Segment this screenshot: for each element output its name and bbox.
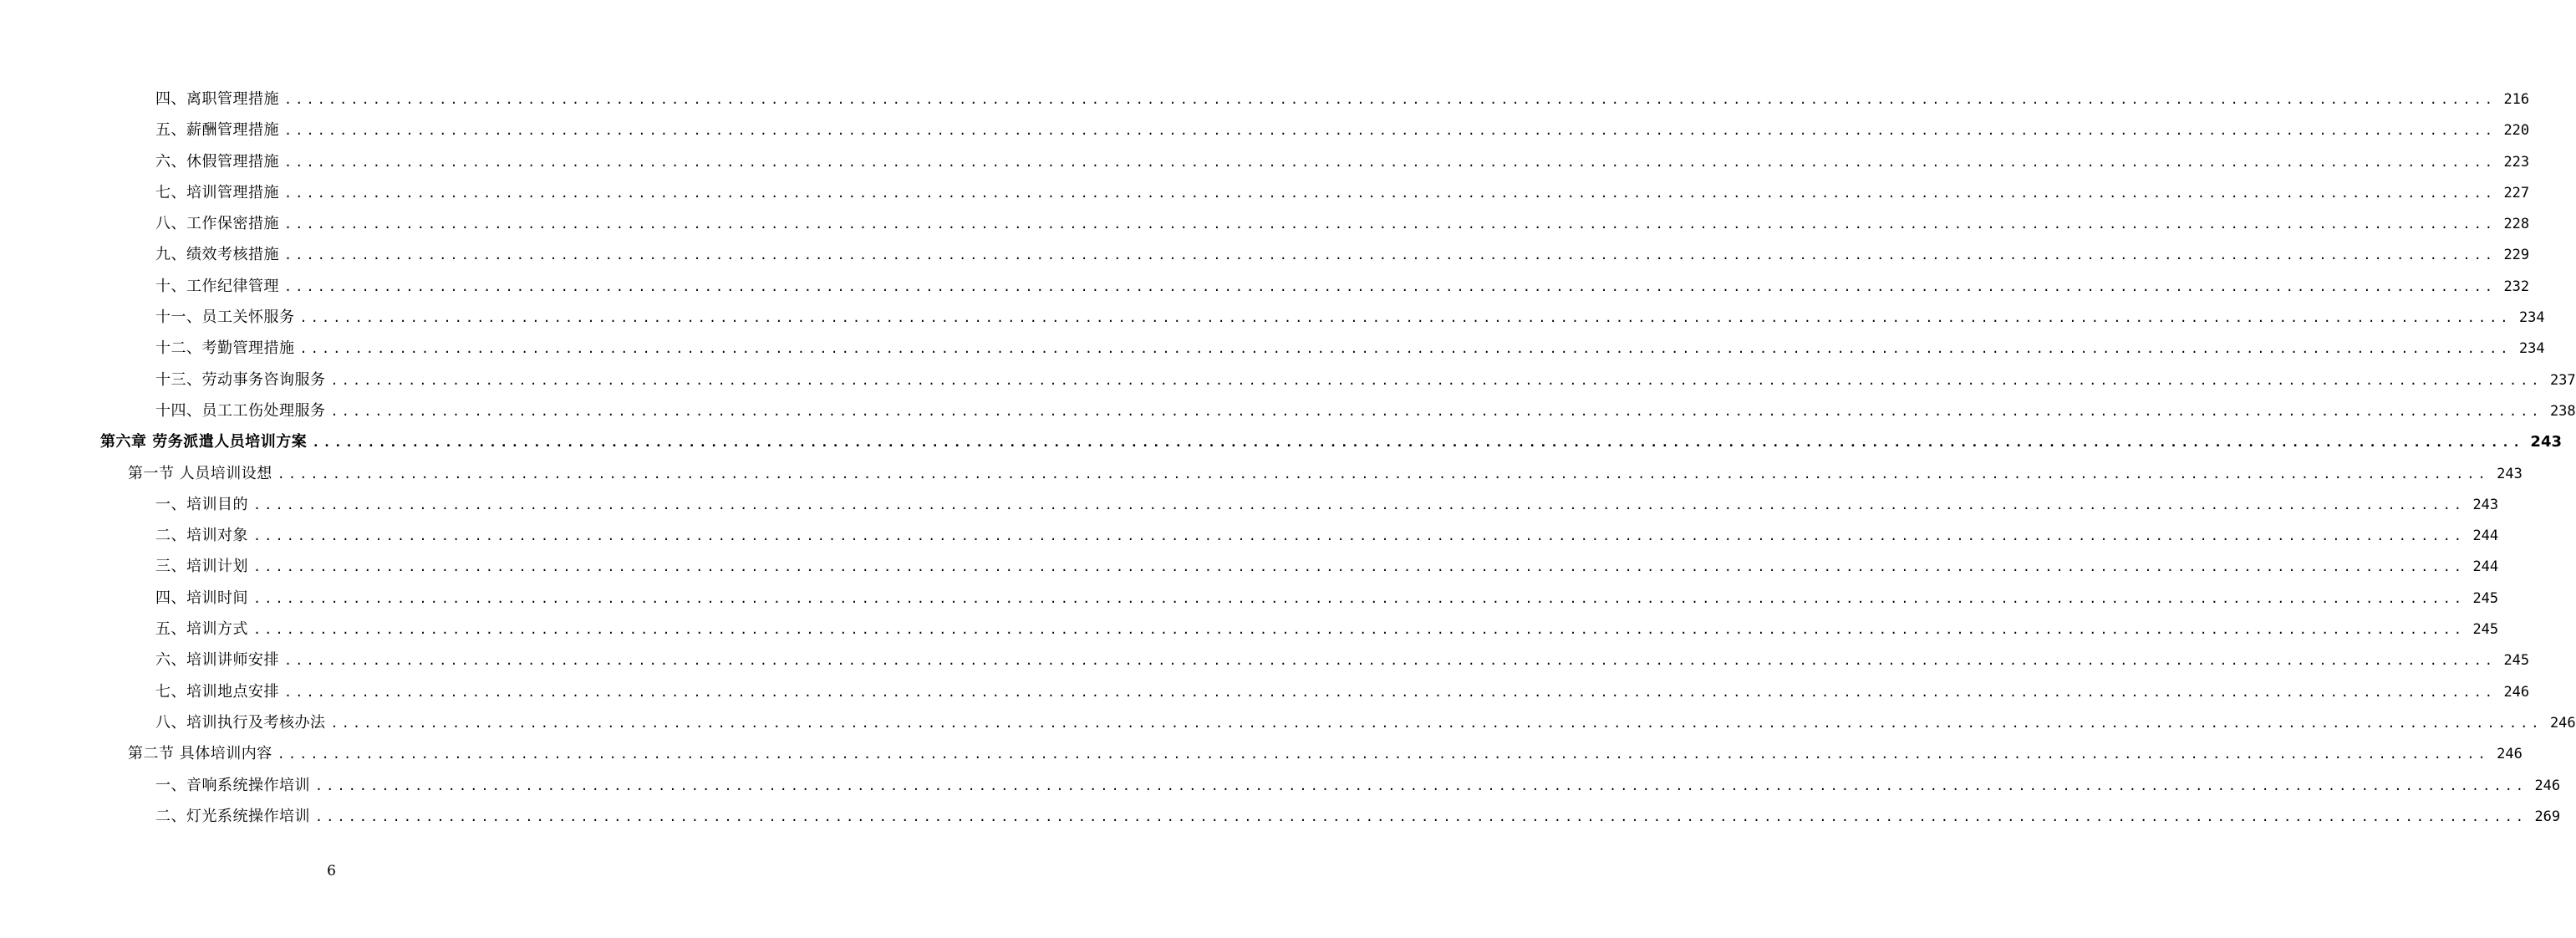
toc-entry-row (155, 525, 2499, 547)
toc-entry-page: 232 (2503, 278, 2530, 295)
toc-entry-title: 五、培训方式 (155, 620, 248, 639)
page-number: 6 (327, 863, 336, 879)
toc-entry-title: 九、绩效考核措施 (155, 246, 279, 264)
toc-entry-row (155, 307, 2545, 329)
toc-entry-title: 六、休假管理措施 (155, 152, 279, 171)
toc-entry[interactable] (0, 614, 2499, 645)
toc-leader-dots: ........................................................................................................................................................................................................ (253, 528, 2466, 544)
toc-entry[interactable] (0, 334, 2545, 364)
toc-entry[interactable] (0, 396, 2576, 427)
toc-entry-title: 二、培训对象 (155, 527, 248, 545)
toc-leader-dots: ........................................................................................................................................................................................................ (253, 622, 2466, 638)
toc-leader-dots: ........................................................................................................................................................................................................ (330, 372, 2543, 388)
toc-entry-page: 243 (2530, 433, 2562, 451)
toc-entry-row (155, 619, 2499, 640)
toc-entry[interactable] (0, 459, 2523, 490)
toc-leader-dots: ........................................................................................................................................................................................................ (284, 278, 2497, 294)
toc-entry[interactable] (0, 802, 2561, 833)
toc-entry[interactable] (0, 771, 2561, 802)
toc-leader-dots: ........................................................................................................................................................................................................ (284, 684, 2497, 700)
toc-entry-row (155, 681, 2530, 703)
toc-entry-title: 十一、员工关怀服务 (155, 308, 295, 327)
toc-entry-row (155, 276, 2530, 298)
toc-entry-title: 十四、员工工伤处理服务 (155, 401, 326, 420)
toc-entry-row (155, 494, 2499, 516)
toc-entry[interactable] (0, 209, 2530, 240)
toc-leader-dots: ........................................................................................................................................................................................................ (253, 590, 2466, 606)
toc-entry-title: 四、培训时间 (155, 589, 248, 607)
toc-leader-dots: ........................................................................................................................................................................................................ (315, 777, 2528, 793)
toc-entry-title: 六、培训讲师安排 (155, 651, 279, 670)
toc-entry-page: 244 (2472, 558, 2499, 576)
toc-entry-row (155, 806, 2561, 828)
toc-entry-title: 八、工作保密措施 (155, 215, 279, 233)
toc-entry-row (155, 650, 2530, 671)
toc-leader-dots: ........................................................................................................................................................................................................ (315, 808, 2528, 824)
toc-entry-page: 246 (2497, 746, 2523, 763)
toc-entry[interactable] (0, 115, 2530, 146)
toc-entry-page: 234 (2518, 309, 2545, 327)
toc-entry-title: 十二、考勤管理措施 (155, 339, 295, 358)
toc-entry-page: 245 (2503, 652, 2530, 670)
toc-entry[interactable] (0, 272, 2530, 303)
toc-entry-row (155, 712, 2576, 734)
toc-leader-dots: ........................................................................................................................................................................................................ (284, 154, 2497, 170)
toc-leader-dots: ........................................................................................................................................................................................................ (299, 310, 2512, 326)
toc-entry-title: 十三、劳动事务咨询服务 (155, 370, 326, 389)
toc-entry-page: 243 (2497, 465, 2523, 482)
toc-entry-title: 四、离职管理措施 (155, 90, 279, 108)
toc-entry-title: 第二节 具体培训内容 (128, 745, 272, 763)
toc-entry-row (155, 400, 2576, 422)
toc-entry[interactable] (0, 178, 2530, 209)
toc-entry-page: 216 (2503, 91, 2530, 108)
toc-entry-title: 一、音响系统操作培训 (155, 776, 310, 794)
toc-entry-title: 第一节 人员培训设想 (128, 464, 272, 482)
toc-entry-page: 220 (2503, 122, 2530, 140)
toc-entry-title: 十、工作纪律管理 (155, 277, 279, 295)
toc-entry-page: 246 (2549, 714, 2576, 732)
toc-entry-row (155, 213, 2530, 235)
toc-leader-dots: ........................................................................................................................................................................................................ (312, 435, 2524, 451)
toc-entry-title: 七、培训管理措施 (155, 183, 279, 201)
toc-entry-page: 234 (2518, 340, 2545, 358)
toc-entry-page: 246 (2534, 777, 2561, 794)
toc-leader-dots: ........................................................................................................................................................................................................ (253, 559, 2466, 575)
toc-entry-title: 五、薪酬管理措施 (155, 121, 279, 140)
toc-entry-row (155, 151, 2530, 173)
toc-leader-dots: ........................................................................................................................................................................................................ (330, 715, 2543, 731)
toc-entry-title: 三、培训计划 (155, 558, 248, 576)
toc-entry-page: 227 (2503, 184, 2530, 201)
toc-entry-title: 七、培训地点安排 (155, 682, 279, 701)
toc-entry-page: 237 (2549, 371, 2576, 389)
toc-entry-row (155, 182, 2530, 204)
toc-entry-row (155, 244, 2530, 266)
toc-leader-dots: ........................................................................................................................................................................................................ (277, 466, 2489, 482)
toc-leader-dots: ........................................................................................................................................................................................................ (253, 497, 2466, 512)
toc-entry[interactable] (0, 84, 2530, 115)
toc-entry-row (155, 120, 2530, 141)
toc-entry-page: 243 (2472, 496, 2499, 513)
toc-entry-row (100, 431, 2562, 453)
toc-entry-title: 二、灯光系统操作培训 (155, 807, 310, 825)
toc-entry-row (155, 338, 2545, 359)
toc-entry[interactable] (0, 677, 2530, 708)
toc-entry-title: 八、培训执行及考核办法 (155, 713, 326, 732)
toc-entry-row (128, 743, 2523, 765)
toc-leader-dots: ........................................................................................................................................................................................................ (299, 341, 2512, 357)
toc-leader-dots: ........................................................................................................................................................................................................ (284, 185, 2497, 201)
toc-entry-row (155, 89, 2530, 110)
toc-leader-dots: ........................................................................................................................................................................................................ (284, 247, 2497, 263)
toc-entry[interactable] (0, 427, 2562, 458)
toc-leader-dots: ........................................................................................................................................................................................................ (284, 217, 2497, 232)
toc-entry[interactable] (0, 708, 2576, 739)
toc-entry-page: 244 (2472, 528, 2499, 545)
toc-entry-page: 246 (2503, 683, 2530, 701)
toc-entry[interactable] (0, 147, 2530, 178)
toc-entry[interactable] (0, 303, 2545, 334)
toc-entry[interactable] (0, 490, 2499, 521)
toc-leader-dots: ........................................................................................................................................................................................................ (284, 653, 2497, 669)
toc-entry-page: 229 (2503, 247, 2530, 264)
toc-entry-row (128, 463, 2523, 485)
toc-entry[interactable] (0, 240, 2530, 271)
toc-entry[interactable] (0, 552, 2499, 583)
toc-entry[interactable] (0, 739, 2523, 770)
toc-entry-page: 223 (2503, 153, 2530, 171)
toc-entry-title: 一、培训目的 (155, 495, 248, 513)
toc-leader-dots: ........................................................................................................................................................................................................ (277, 747, 2489, 762)
toc-leader-dots: ........................................................................................................................................................................................................ (284, 123, 2497, 139)
toc-entry-row (155, 588, 2499, 609)
table-of-contents (0, 84, 2576, 833)
toc-entry[interactable] (0, 645, 2530, 676)
toc-entry-page: 238 (2549, 402, 2576, 420)
toc-entry-page: 228 (2503, 216, 2530, 233)
toc-entry-row (155, 370, 2576, 391)
toc-entry[interactable] (0, 365, 2576, 396)
toc-entry-page: 245 (2472, 621, 2499, 639)
toc-entry[interactable] (0, 584, 2499, 614)
toc-entry-page: 245 (2472, 589, 2499, 607)
toc-entry-row (155, 556, 2499, 578)
toc-entry-title: 第六章 劳务派遣人员培训方案 (100, 433, 308, 451)
toc-leader-dots: ........................................................................................................................................................................................................ (284, 92, 2497, 107)
toc-leader-dots: ........................................................................................................................................................................................................ (330, 403, 2543, 419)
toc-entry[interactable] (0, 521, 2499, 552)
toc-entry-page: 269 (2534, 808, 2561, 825)
toc-entry-row (155, 775, 2561, 797)
